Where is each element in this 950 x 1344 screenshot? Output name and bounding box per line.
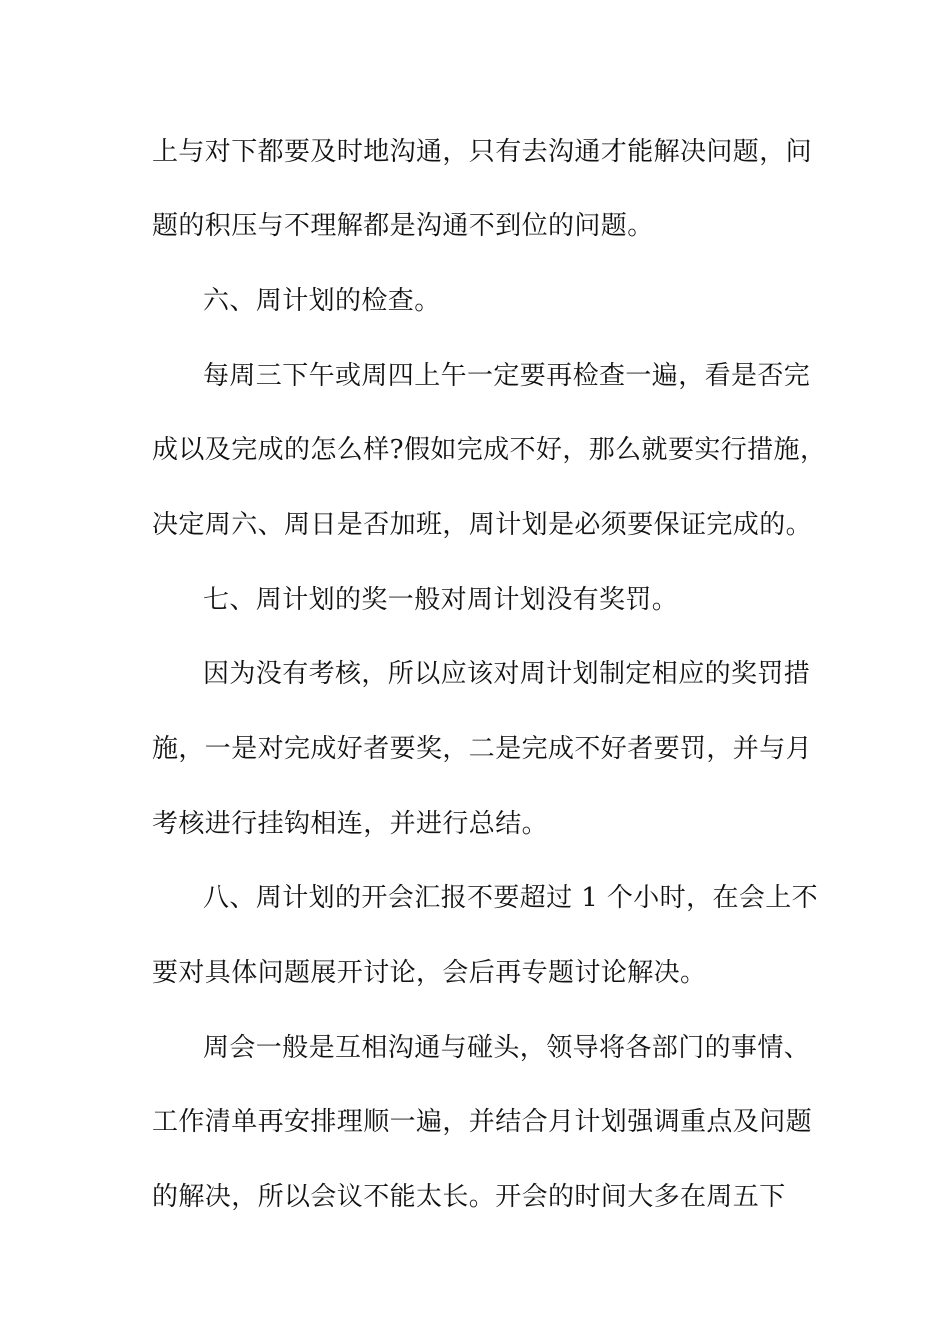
text-line: 成以及完成的怎么样?假如完成不好，那么就要实行措施， — [152, 435, 827, 465]
text-line: 考核进行挂钩相连，并进行总结。 — [152, 809, 549, 839]
section-heading: 七、周计划的奖一般对周计划没有奖罚。 — [203, 585, 679, 615]
text-line: 题的积压与不理解都是沟通不到位的问题。 — [152, 211, 654, 241]
text-line: 周会一般是互相沟通与碰头，领导将各部门的事情、 — [203, 1033, 811, 1063]
section-heading: 八、周计划的开会汇报不要超过 1 个小时，在会上不 — [203, 883, 819, 913]
text-line: 每周三下午或周四上午一定要再检查一遍，看是否完 — [203, 361, 811, 391]
text-line: 决定周六、周日是否加班，周计划是必须要保证完成的。 — [152, 510, 813, 540]
text-line: 的解决，所以会议不能太长。开会的时间大多在周五下 — [152, 1182, 786, 1212]
text-line: 因为没有考核，所以应该对周计划制定相应的奖罚措 — [203, 659, 811, 689]
text-line: 施，一是对完成好者要奖，二是完成不好者要罚，并与月 — [152, 734, 813, 764]
text-line: 工作清单再安排理顺一遍，并结合月计划强调重点及问题 — [152, 1107, 813, 1137]
text-line: 要对具体问题展开讨论，会后再专题讨论解决。 — [152, 958, 707, 988]
text-line: 上与对下都要及时地沟通，只有去沟通才能解决问题，问 — [152, 137, 813, 167]
section-heading: 六、周计划的检查。 — [203, 286, 441, 316]
